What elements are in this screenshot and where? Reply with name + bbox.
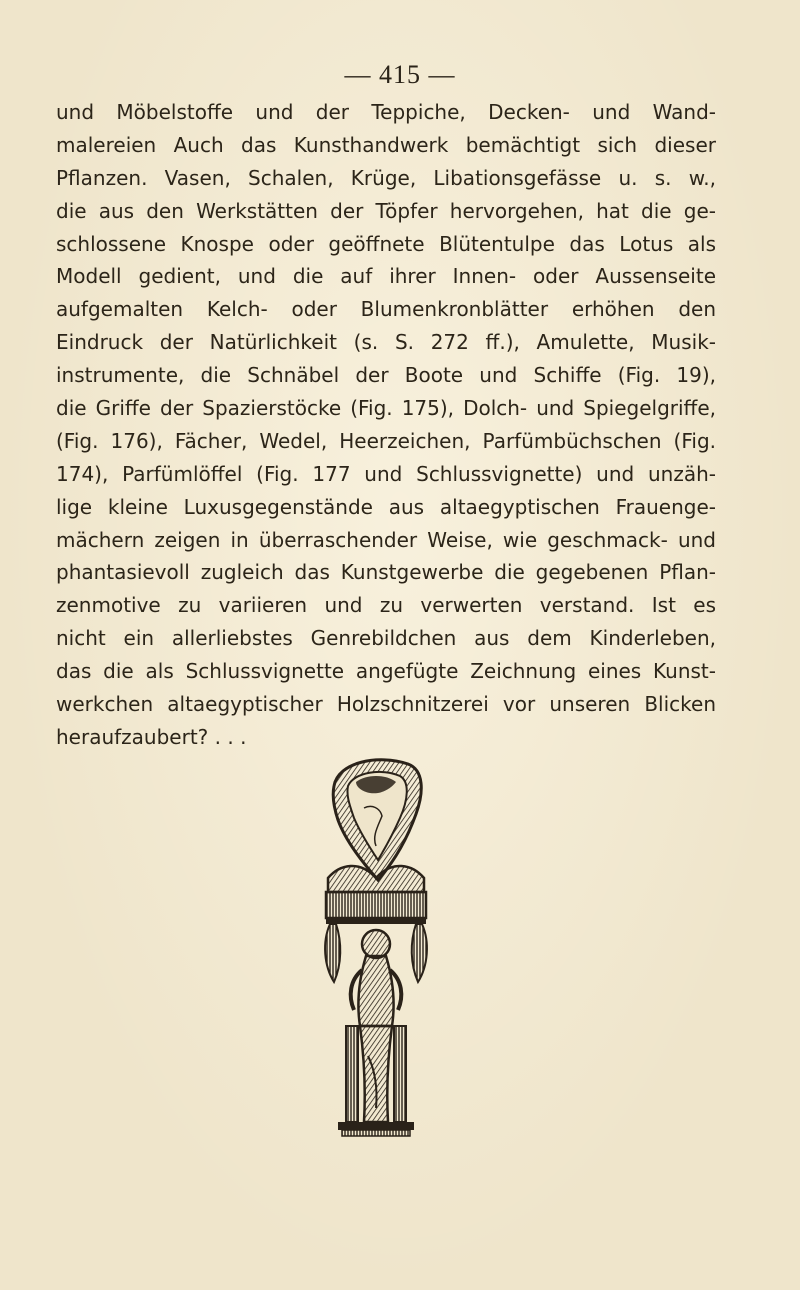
- text-line: das die als Schlussvignette angefügte Zeichnung eines Kunst-: [56, 659, 716, 684]
- page-number: — 415 —: [344, 60, 456, 89]
- text-line: Pflanzen. Vasen, Schalen, Krüge, Libationsgefässe u. s. w.,: [56, 165, 716, 190]
- text-line: und Möbelstoffe und der Teppiche, Decken- und Wand-: [56, 100, 716, 124]
- text-line: instrumente, die Schnäbel der Boote und Schiffe (Fig. 19),: [56, 363, 716, 388]
- text-line: die Griffe der Spazierstöcke (Fig. 175), Dolch- und Spiegelgriffe,: [56, 396, 716, 421]
- text-line: mächern zeigen in überraschender Weise, wie geschmack- und: [56, 527, 716, 552]
- text-line: (Fig. 176), Fächer, Wedel, Heerzeichen, Parfümbüchschen (Fig.: [56, 428, 716, 453]
- text-line: heraufzaubert? . . .: [56, 724, 247, 749]
- closing-vignette: [320, 756, 432, 1140]
- text-line: malereien Auch das Kunsthandwerk bemächtigt sich dieser: [56, 132, 716, 157]
- text-line: nicht ein allerliebstes Genrebildchen aus dem Kinderleben,: [56, 626, 716, 651]
- text-line: lige kleine Luxusgegenstände aus altaegyptischen Frauenge-: [56, 494, 716, 519]
- carved-spoon-figure-icon: [320, 756, 432, 1140]
- text-line: phantasievoll zugleich das Kunstgewerbe die gegebenen Pflan-: [56, 560, 716, 585]
- text-line: Eindruck der Natürlichkeit (s. S. 272 ff.), Amulette, Musik-: [56, 330, 716, 355]
- text-line: zenmotive zu variieren und zu verwerten verstand. Ist es: [56, 593, 716, 618]
- text-line: 174), Parfümlöffel (Fig. 177 und Schlussvignette) und unzäh-: [56, 461, 716, 486]
- text-line: schlossene Knospe oder geöffnete Blütentulpe das Lotus als: [56, 231, 716, 256]
- text-line: werkchen altaegyptischer Holzschnitzerei vor unseren Blicken: [56, 692, 716, 717]
- text-line: Modell gedient, und die auf ihrer Innen- oder Aussenseite: [56, 264, 716, 289]
- text-line: die aus den Werkstätten der Töpfer hervorgehen, hat die ge-: [56, 198, 716, 223]
- text-line: aufgemalten Kelch- oder Blumenkronblätter erhöhen den: [56, 297, 716, 322]
- body-text: [56, 96, 716, 754]
